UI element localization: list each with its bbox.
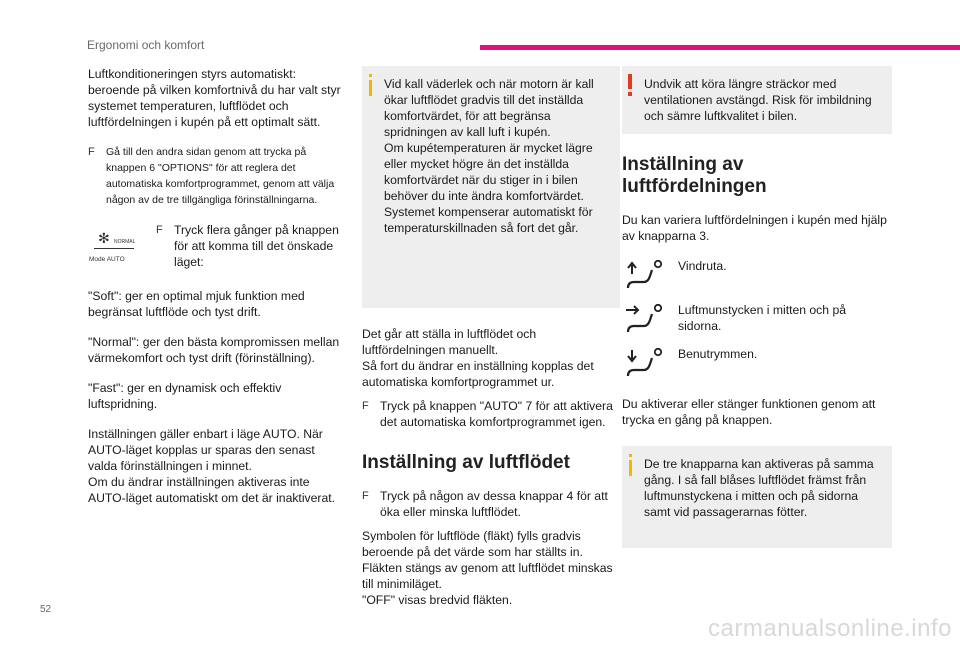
header-accent-bar [480, 45, 960, 50]
mode-auto-row [88, 222, 346, 270]
column-3 [622, 66, 892, 548]
warning-box: Undvik att köra längre sträckor med ventilationen avstängd. Risk för imbildning och sämre luftkvalitet i bilen. [622, 66, 892, 134]
vents-airflow-icon [622, 302, 666, 336]
warning-icon [628, 74, 632, 89]
mode-icon-label: NORMAL [114, 239, 136, 245]
page-number: 52 [40, 604, 52, 615]
dist-item-footwell: Benutrymmen. [622, 346, 892, 380]
soft-mode-text: "Soft": ger en optimal mjuk funktion med begränsat luftflöde och tyst drift. [88, 289, 305, 319]
info-icon [629, 460, 632, 476]
column-1 [88, 66, 346, 520]
windscreen-airflow-icon [622, 258, 666, 292]
bullet-marker-icon: F [156, 224, 163, 236]
heading-airflow: Inställning av luftflödet [362, 452, 570, 473]
manual-text: Det går att ställa in luftflödet och luftfördelningen manuellt. [362, 327, 537, 357]
manual-text-2: Så fort du ändrar en inställning kopplas det automatiska komfortprogrammet ur. [362, 359, 594, 389]
section-title: Ergonomi och komfort [87, 38, 205, 52]
info-icon [369, 80, 372, 96]
distribution-intro: Du kan variera luftfördelningen i kupén med hjälp av knapparna 3. [622, 213, 887, 243]
flow-text-2: Fläkten stängs av genom att luftflödet minskas till minimiläget. [362, 561, 613, 591]
auto-note-2: Om du ändrar inställningen aktiveras inte AUTO-läget automatiskt om det är inaktiverat. [88, 475, 336, 505]
mode-auto-icon [88, 222, 150, 266]
heading-distribution: Inställning av luftfördelningen [622, 154, 767, 197]
distribution-toggle-text: Du aktiverar eller stänger funktionen genom att trycka en gång på knappen. [622, 397, 876, 427]
bullet-marker-icon: F [88, 146, 95, 158]
flow-text-3: "OFF" visas bredvid fläkten. [362, 593, 513, 607]
watermark: carmanualsonline.info [708, 615, 952, 642]
bullet-marker-icon: F [362, 400, 369, 412]
dist-item-vents: Luftmunstycken i mitten och på sidorna. [622, 302, 892, 336]
column-2 [362, 66, 620, 608]
auto-note: Inställningen gäller enbart i läge AUTO. När AUTO-läget kopplas ur sparas den senast valda förinställningen i minnet. [88, 427, 323, 473]
normal-mode-text: "Normal": ger den bästa kompromissen mellan värmekomfort och tyst drift (förinställning). [88, 335, 340, 365]
footwell-airflow-icon [622, 346, 666, 380]
fast-mode-text: "Fast": ger en dynamisk och effektiv luftspridning. [88, 381, 282, 411]
bullet-options: F Gå till den andra sidan genom att trycka på knappen 6 "OPTIONS" för att reglera det automatiska komfortprogrammet, genom att välja någon av de tre tillgängliga förinställningarna. [88, 146, 335, 206]
bullet-flow: F Tryck på någon av dessa knappar 4 för att öka eller minska luftflödet. [362, 489, 608, 519]
info-box-distribution: De tre knapparna kan aktiveras på samma gång. I så fall blåses luftflödet främst från luftmunstyckena i mitten och på sidorna samt vid passagerarnas fötter. [622, 446, 892, 548]
bullet-press: F Tryck flera gånger på knappen för att komma till det önskade läget: [156, 223, 339, 269]
dist-item-windscreen: Vindruta. [622, 258, 892, 292]
bullet-auto: F Tryck på knappen "AUTO" 7 för att aktivera det automatiska komfortprogrammet igen. [362, 399, 613, 429]
info-box-cold: Vid kall väderlek och när motorn är kall ökar luftflödet gradvis till det inställda komfortvärdet, för att begränsa spridningen av kall luft i kupén. Om kupétemperaturen är mycket lägre eller mycket högre än det inställda komfortvärdet när du stiger in i bilen behöver du inte ändra komfortvärdet. Systemet kompenserar automatiskt för temperaturskillnaden så fort det går. [362, 66, 620, 308]
bullet-marker-icon: F [362, 490, 369, 502]
mode-icon-caption: Mode AUTO [89, 256, 125, 263]
fan-icon: ✻ [98, 230, 110, 246]
flow-text: Symbolen för luftflöde (fläkt) fylls gradvis beroende på det värde som har ställts in. [362, 529, 583, 559]
intro-paragraph: Luftkonditioneringen styrs automatiskt: beroende på vilken komfortnivå du har valt styr systemet temperaturen, luftflödet och luftfördelningen i kupén på ett optimalt sätt. [88, 67, 341, 129]
